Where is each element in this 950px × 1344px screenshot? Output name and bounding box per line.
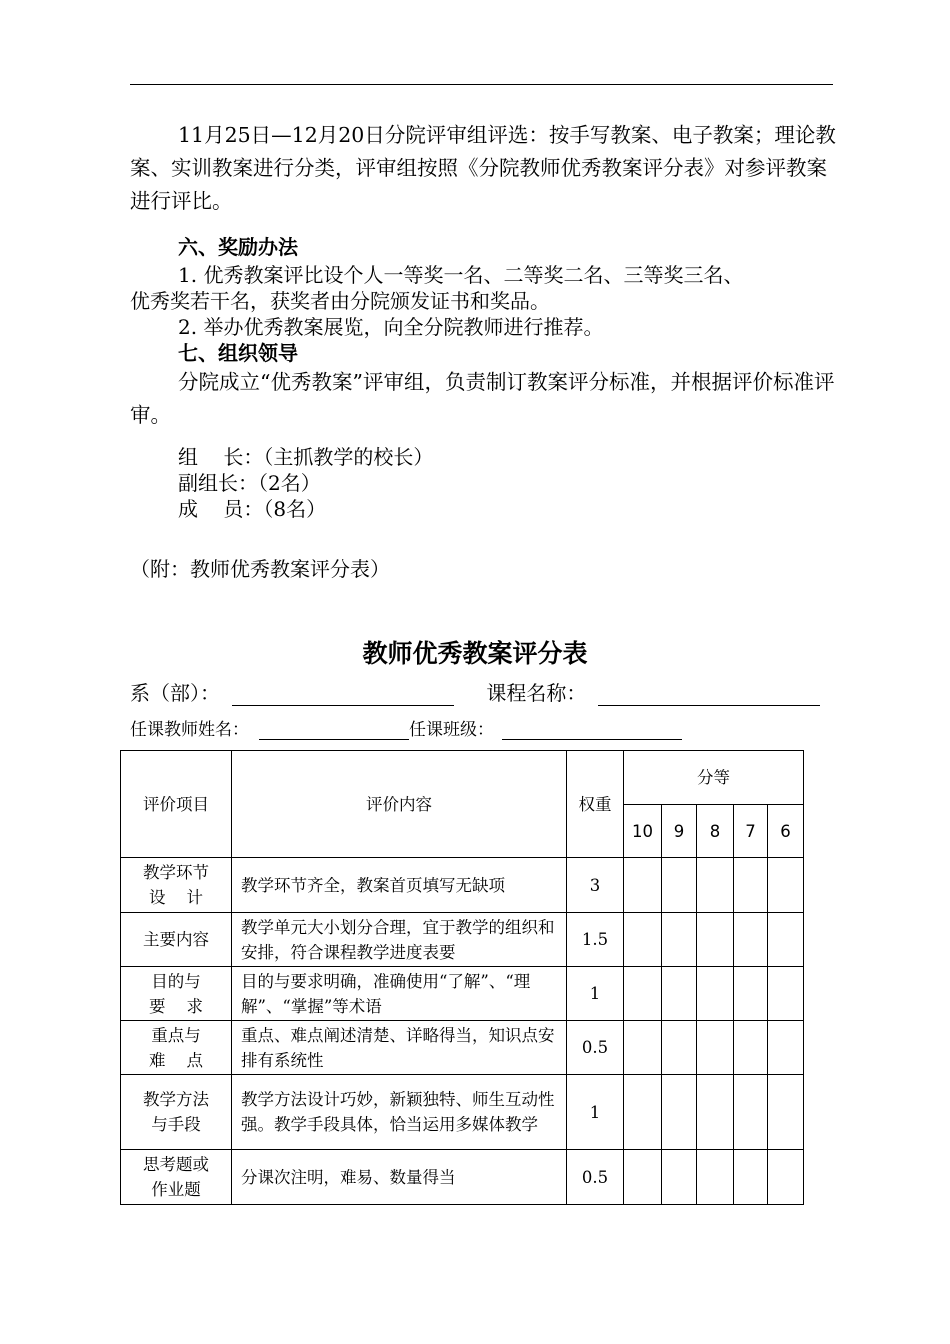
score-cell[interactable] (624, 858, 662, 913)
selection-paragraph: 11月25日—12月20日分院评审组评选：按手写教案、电子教案；理论教案、实训教案进行分类，评审组按照《分院教师优秀教案评分表》对参评教案进行评比。 (130, 123, 836, 213)
vice-leader-line: 副组长：（2名） (178, 471, 321, 495)
table-row (121, 1150, 804, 1205)
grade-9: 9 (662, 805, 697, 858)
score-cell[interactable] (624, 913, 662, 967)
score-cell[interactable] (662, 967, 697, 1021)
grade-8: 8 (697, 805, 734, 858)
attachment-note: （附：教师优秀教案评分表） (130, 557, 390, 581)
grade-6: 6 (768, 805, 804, 858)
section-seven-heading: 七、组织领导 (178, 341, 298, 365)
score-cell[interactable] (734, 858, 768, 913)
score-cell[interactable] (768, 967, 804, 1021)
score-cell[interactable] (734, 1075, 768, 1150)
course-blank (598, 683, 820, 706)
members-line: 成 员：（8名） (178, 497, 327, 521)
row-weight: 0.5 (567, 1150, 624, 1205)
row-content: 目的与要求明确，准确使用“了解”、“理解”、“掌握”等术语 (232, 967, 567, 1021)
header-grade: 分等 (624, 751, 804, 805)
row-item: 主要内容 (121, 913, 232, 967)
row-content: 重点、难点阐述清楚、详略得当，知识点安排有系统性 (232, 1021, 567, 1075)
score-cell[interactable] (697, 1075, 734, 1150)
course-label: 课程名称： (486, 681, 587, 705)
row-item: 思考题或 作业题 (121, 1150, 232, 1205)
score-cell[interactable] (624, 1150, 662, 1205)
row-item: 重点与 难 点 (121, 1021, 232, 1075)
score-cell[interactable] (624, 1021, 662, 1075)
reward-item-1-cont: 优秀奖若干名，获奖者由分院颁发证书和奖品。 (130, 289, 550, 313)
score-cell[interactable] (768, 1075, 804, 1150)
row-weight: 0.5 (567, 1021, 624, 1075)
grade-10: 10 (624, 805, 662, 858)
score-cell[interactable] (768, 1021, 804, 1075)
score-cell[interactable] (697, 1021, 734, 1075)
row-item: 目的与 要 求 (121, 967, 232, 1021)
row-content: 教学方法设计巧妙，新颖独特、师生互动性强。教学手段具体，恰当运用多媒体教学 (232, 1075, 567, 1150)
reward-item-2: 2. 举办优秀教案展览，向全分院教师进行推荐。 (178, 315, 604, 339)
row-weight: 1 (567, 1075, 624, 1150)
score-cell[interactable] (734, 913, 768, 967)
score-cell[interactable] (697, 913, 734, 967)
teacher-field (130, 715, 682, 740)
score-cell[interactable] (662, 1150, 697, 1205)
header-rule (130, 84, 833, 85)
table-row (121, 858, 804, 913)
class-label: 任课班级： (409, 720, 494, 740)
header-weight: 权重 (567, 751, 624, 858)
row-content: 教学环节齐全，教案首页填写无缺项 (232, 858, 567, 913)
score-cell[interactable] (768, 858, 804, 913)
leader-line: 组 长：（主抓教学的校长） (178, 445, 434, 469)
grade-7: 7 (734, 805, 768, 858)
header-content: 评价内容 (232, 751, 567, 858)
dept-field (130, 677, 820, 706)
score-cell[interactable] (768, 1150, 804, 1205)
score-table (120, 750, 804, 1205)
dept-label: 系（部）： (130, 681, 220, 705)
score-cell[interactable] (662, 1021, 697, 1075)
score-cell[interactable] (662, 1075, 697, 1150)
score-cell[interactable] (662, 913, 697, 967)
score-cell[interactable] (734, 1150, 768, 1205)
score-cell[interactable] (624, 967, 662, 1021)
reward-item-1: 1. 优秀教案评比设个人一等奖一名、二等奖二名、三等奖三名、 (178, 263, 744, 287)
org-paragraph: 分院成立“优秀教案”评审组，负责制订教案评分标准，并根据评价标准评审。 (130, 370, 835, 427)
score-cell[interactable] (697, 1150, 734, 1205)
table-row (121, 967, 804, 1021)
row-content: 教学单元大小划分合理，宜于教学的组织和安排，符合课程教学进度表要 (232, 913, 567, 967)
table-title: 教师优秀教案评分表 (362, 639, 588, 668)
dept-blank (232, 683, 454, 706)
score-cell[interactable] (662, 858, 697, 913)
score-cell[interactable] (734, 967, 768, 1021)
row-item: 教学环节 设 计 (121, 858, 232, 913)
section-six-heading: 六、奖励办法 (178, 235, 298, 259)
row-content: 分课次注明，难易、数量得当 (232, 1150, 567, 1205)
teacher-blank (259, 719, 409, 740)
score-cell[interactable] (768, 913, 804, 967)
header-item: 评价项目 (121, 751, 232, 858)
score-cell[interactable] (734, 1021, 768, 1075)
row-weight: 1 (567, 967, 624, 1021)
row-weight: 3 (567, 858, 624, 913)
table-row (121, 1075, 804, 1150)
table-row (121, 1021, 804, 1075)
score-cell[interactable] (624, 1075, 662, 1150)
row-weight: 1.5 (567, 913, 624, 967)
teacher-label: 任课教师姓名： (130, 720, 249, 740)
class-blank (502, 719, 682, 740)
score-cell[interactable] (697, 858, 734, 913)
row-item: 教学方法 与手段 (121, 1075, 232, 1150)
score-cell[interactable] (697, 967, 734, 1021)
table-row (121, 913, 804, 967)
